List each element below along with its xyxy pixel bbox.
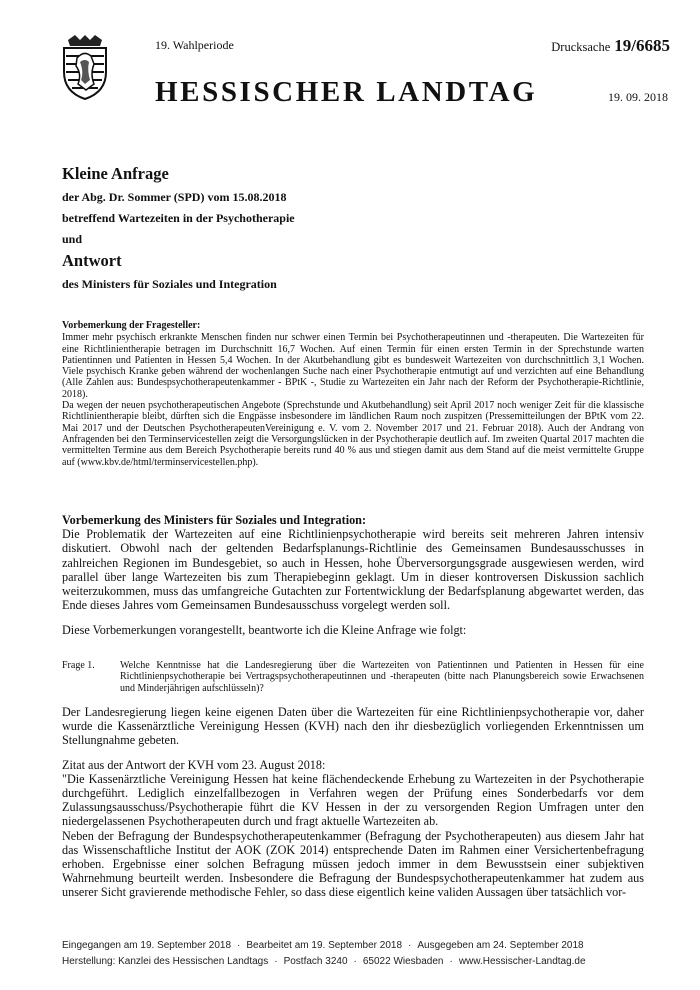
frage-1 [62, 660, 644, 694]
document-date: 19. 09. 2018 [608, 90, 668, 104]
parliament-title: HESSISCHER LANDTAG [155, 76, 538, 108]
footer-web: www.Hessischer-Landtag.de [458, 956, 586, 967]
antwort-1-p2: Zitat aus der Antwort der KVH vom 23. August 2018: [62, 757, 326, 772]
footer-bearbeitet: Bearbeitet am 19. September 2018 [246, 940, 403, 951]
vorbemerkung-minister-heading: Vorbemerkung des Ministers für Soziales und Integration: [62, 513, 367, 527]
drucksache-label: Drucksache [551, 40, 611, 54]
footer-separator: · [274, 956, 278, 967]
vorbemerkung-fragesteller [62, 320, 644, 468]
vorbemerkung-minister [62, 513, 644, 638]
footer-ort: 65022 Wiesbaden [362, 956, 444, 967]
vorbemerkung-fragesteller-heading: Vorbemerkung der Fragesteller: [62, 320, 201, 331]
und: und [62, 232, 83, 246]
footer-separator: · [408, 940, 412, 951]
footer-herstellung-text: Herstellung: Kanzlei des Hessischen Landtags [62, 956, 269, 967]
vorbemerkung-minister-p2: Diese Vorbemerkungen vorangestellt, beantworte ich die Kleine Anfrage wie folgt: [62, 623, 467, 638]
document-kind: Kleine Anfrage [62, 164, 169, 183]
vorbemerkung-minister-p1: Die Problematik der Wartezeiten auf eine Richtlinienpsychotherapie wird bereits seit mehreren Jahren intensiv diskutiert. Obwohl nach der geltenden Bedarfsplanungs-Richtlinie des Gemeinsamen Bundesausschusses in zahlreichen Regionen im Bundesgebiet, so auch in Hessen, hohe Überversorgungsgrade ausgewiesen werden, wird parallel über lange Wartezeiten bis zum Therapiebeginn geklagt. Um in dieser kontroversen Diskussion sachlich weiterzukommen, muss das umfangreiche Gutachten zur Fortentwicklung der Bedarfsplanung abgewartet werden, das Ende dieses Jahres vom Gemeinsamen Bundesausschuss vorgelegt werden soll. [62, 527, 644, 613]
antwort-1 [62, 705, 644, 900]
vorbemerkung-fragesteller-p2: Da wegen der neuen psychotherapeutischen Angebote (Sprechstunde und Akutbehandlung) seit April 2017 noch weniger Zeit für die klassische Richtlinientherapie bleibt, dürften sich die Engpässe insbesondere im ländlichen Raum noch zuspitzen (Pressemitteilungen der BPtK vom 22. Mai 2017 und der Deutschen PsychotherapeutenVereinigung e. V. vom 2. November 2017 und 21. Februar 2018). Auch der Andrang von Anfragenden bei den Terminservicestellen zeigt die Versorgungslücken in der Psychotherapie deutlich auf. Im zweiten Quartal 2017 machten die vermittelten Termine aus dem Bereich Psychotherapie bereits rund 40 % aus und stiegen damit aus dem Stand auf die meist vermittelte Gruppe auf (www.kbv.de/html/terminservicestellen.php). [62, 400, 644, 468]
antwort-1-p4: Neben der Befragung der Bundespsychotherapeutenkammer (Befragung der Psychotherapeuten) aus diesem Jahr hat das Wissenschaftliche Institut der AOK (ZOK 2014) entsprechende Daten im Rahmen einer Versichertenbefragung erhoben. Ergebnisse einer solchen Befragung müssen jedoch immer in dem Bewusstsein einer subjektiven Wahrnehmung beurteilt werden. Insbesondere die Befragung der Bundespsychotherapeutenkammer hat zudem aus unserer Sicht gravierende methodische Fehler, so dass diese eigentlich keine validen Aussagen über tatsächlich vor- [62, 828, 644, 900]
subject: betreffend Wartezeiten in der Psychotherapie [62, 211, 295, 225]
footer-eingegangen: Eingegangen am 19. September 2018 [62, 940, 232, 951]
drucksache [551, 36, 670, 56]
frage-1-text: Welche Kenntnisse hat die Landesregierung über die Wartezeiten von Patientinnen und Patienten in Hessen für eine Richtlinienpsychotherapie bei Vertragspsychotherapeutinnen und -therapeuten (bitte nach Planungsbereich sowie Erwachsenen und Minderjährigen aufschlüsseln)? [120, 660, 644, 694]
drucksache-number: 19/6685 [614, 36, 670, 55]
frage-1-label: Frage 1. [62, 660, 95, 671]
footer-separator: · [353, 956, 357, 967]
footer-postfach: Postfach 3240 [283, 956, 348, 967]
footer-herstellung [62, 956, 652, 967]
hessen-crest-icon [60, 34, 110, 100]
wahlperiode: 19. Wahlperiode [155, 38, 234, 52]
footer-dates [62, 940, 652, 951]
ministry: des Ministers für Soziales und Integration [62, 277, 277, 291]
vorbemerkung-fragesteller-p1: Immer mehr psychisch erkrankte Menschen finden nur schwer einen Termin bei Psychotherapeutinnen und -therapeuten. Die Wartezeiten für eine Richtlinientherapie betragen im Durchschnitt 16,7 Wochen. Auf einen Termin für einen ersten Termin in der Sprechstunde warten Patientinnen und Patienten in Hessen 5,4 Wochen. In der Akutbehandlung gibt es bundesweit Wartezeiten von durchschnittlich 3,1 Wochen. Viele psychisch Kranke geben während der wochenlangen Suche nach einer Psychotherapie entmutigt auf und verzichten auf eine Behandlung (Alle Zahlen aus: Bundespsychotherapeutenkammer - BPtK -, Studie zu Wartezeiten ein Jahr nach der Reform der Psychotherapie-Richtlinie, 2018). [62, 332, 644, 400]
footer-separator: · [237, 940, 241, 951]
antwort-1-p1: Der Landesregierung liegen keine eigenen Daten über die Wartezeiten für eine Richtlinienpsychotherapie vor, daher wurde die Kassenärztliche Vereinigung Hessen (KVH) nach den ihr diesbezüglich vorliegenden Erkenntnissen um Stellungnahme gebeten. [62, 705, 644, 748]
antwort-1-p3: "Die Kassenärztliche Vereinigung Hessen hat keine flächendeckende Erhebung zu Wartezeiten in der Psychotherapie durchgeführt. Lediglich einzelfallbezogen in Verfahren wegen der Prüfung eines Sonderbedarfs vor dem Zulassungsausschuss/Psychotherapie führt die KV Hessen in der zu versorgenden Region Umfragen unter den niedergelassenen Psychotherapeuten durch und fragt aktuelle Wartezeiten ab. [62, 771, 644, 829]
author: der Abg. Dr. Sommer (SPD) vom 15.08.2018 [62, 190, 287, 204]
title-block [62, 164, 622, 298]
footer-ausgegeben: Ausgegeben am 24. September 2018 [417, 940, 584, 951]
footer-separator: · [449, 956, 453, 967]
antwort-heading: Antwort [62, 251, 122, 270]
